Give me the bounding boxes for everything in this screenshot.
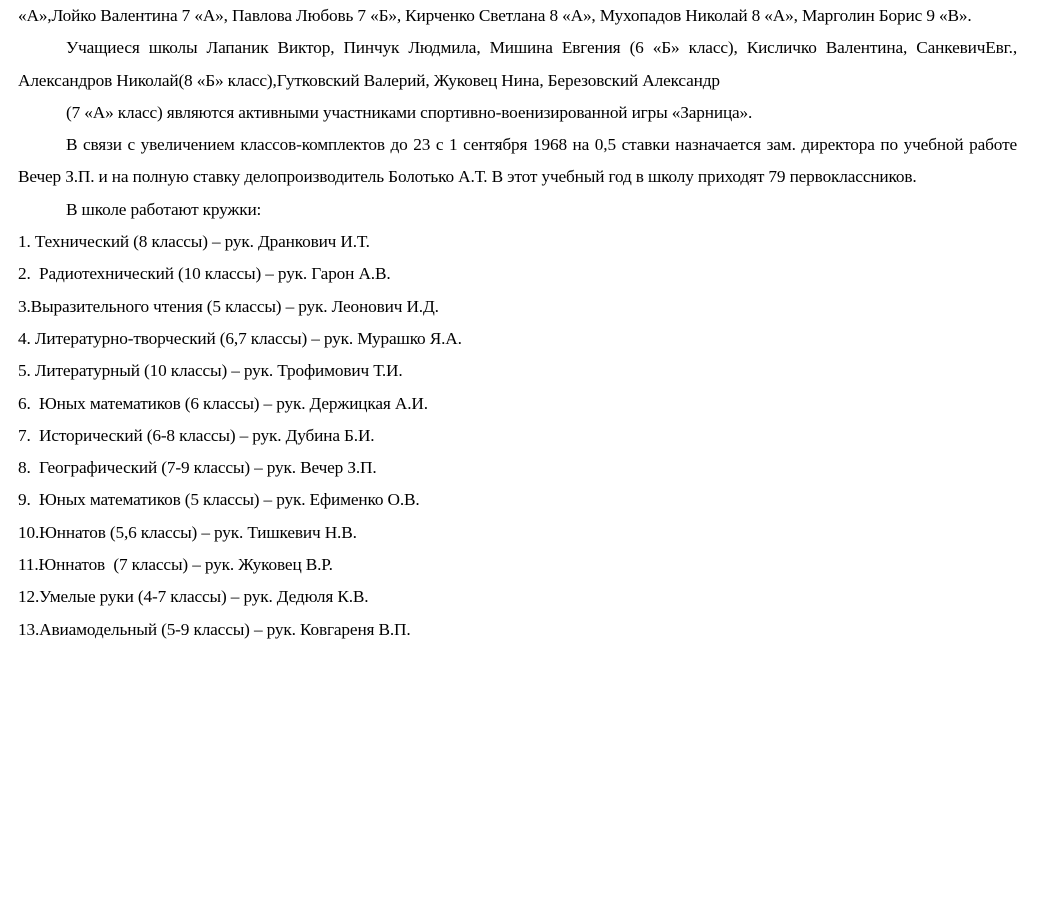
club-item: 3.Выразительного чтения (5 классы) – рук. Леонович И.Д. xyxy=(18,296,439,316)
club-item: 11.Юннатов (7 классы) – рук. Жуковец В.Р. xyxy=(18,555,333,575)
club-item: 9. Юных математиков (5 классы) – рук. Ефименко О.В. xyxy=(18,490,420,510)
paragraph-zarnitsa-tail: (7 «А» класс) являются активными участниками спортивно-военизированной игры «Зарница». xyxy=(66,102,753,122)
clubs-list xyxy=(18,226,1017,646)
paragraph-students-list: «А»,Лойко Валентина 7 «А», Павлова Любовь 7 «Б», Кирченко Светлана 8 «А», Мухопадов Николай 8 «А», Марголин Борис 9 «В». xyxy=(18,6,972,25)
club-item: 5. Литературный (10 классы) – рук. Трофимович Т.И. xyxy=(18,361,403,381)
paragraph-zarnitsa-participants xyxy=(18,32,1017,129)
club-item: 6. Юных математиков (6 классы) – рук. Держицкая А.И. xyxy=(18,393,428,413)
club-item: 12.Умелые руки (4-7 классы) – рук. Дедюля К.В. xyxy=(18,587,369,607)
club-item: 7. Исторический (6-8 классы) – рук. Дубина Б.И. xyxy=(18,425,375,445)
club-item: 1. Технический (8 классы) – рук. Дранкович И.Т. xyxy=(18,232,370,252)
club-item: 2. Радиотехнический (10 классы) – рук. Гарон А.В. xyxy=(18,264,391,284)
paragraph-staff-changes: В связи с увеличением классов-комплектов до 23 с 1 сентября 1968 на 0,5 ставки назначается зам. директора по учебной работе Вечер З.П. и на полную ставку делопроизводитель Болотько А.Т. В этот учебный год в школу приходят 79 первоклассников. xyxy=(18,135,1017,187)
club-item: 13.Авиамодельный (5-9 классы) – рук. Ковгареня В.П. xyxy=(18,619,411,639)
paragraph-zarnitsa-names: Учащиеся школы Лапаник Виктор, Пинчук Людмила, Мишина Евгения (6 «Б» класс), Кисличко Валентина, СанкевичЕвг., Александров Николай(8 «Б» класс),Гутковский Валерий, Жуковец Нина, Березовский Александр xyxy=(18,38,1017,90)
club-item: 10.Юннатов (5,6 классы) – рук. Тишкевич Н.В. xyxy=(18,522,357,542)
club-item: 8. Географический (7-9 классы) – рук. Вечер З.П. xyxy=(18,458,377,478)
paragraph-clubs-heading: В школе работают кружки: xyxy=(66,199,262,219)
club-item: 4. Литературно-творческий (6,7 классы) – рук. Мурашко Я.А. xyxy=(18,328,462,348)
